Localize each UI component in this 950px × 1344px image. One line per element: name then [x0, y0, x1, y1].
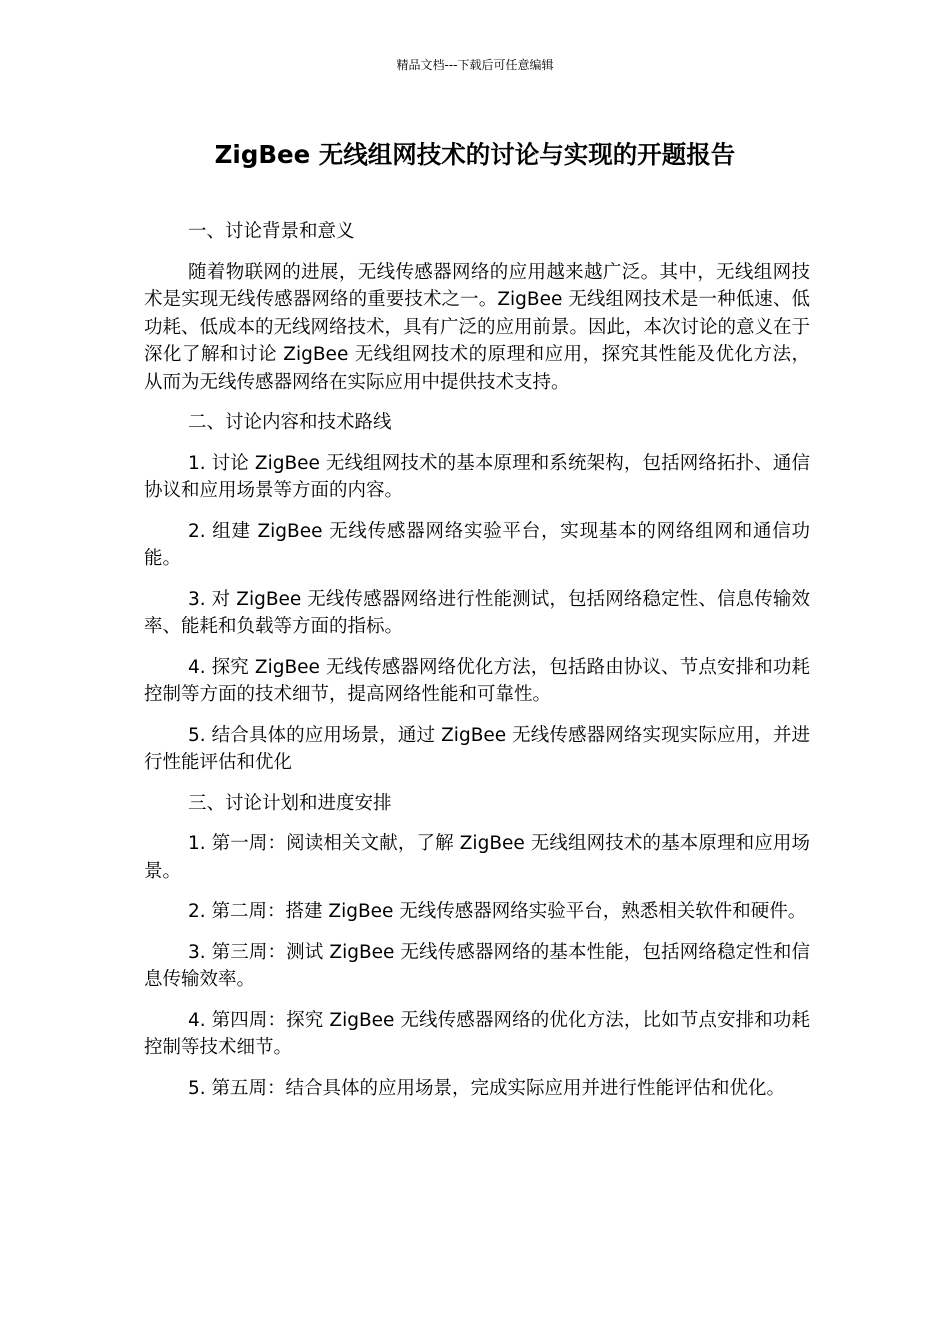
plan-item-4: 4. 第四周：探究 ZigBee 无线传感器网络的优化方法，比如节点安排和功耗控制等技术细节。: [144, 1009, 810, 1058]
section-heading-background: 一、讨论背景和意义: [188, 221, 355, 242]
section-heading-content: 二、讨论内容和技术路线: [188, 412, 392, 433]
page-header: 精品文档---下载后可任意编辑: [396, 58, 554, 72]
section-heading-plan: 三、讨论计划和进度安排: [188, 792, 392, 814]
plan-item-3: 3. 第三周：测试 ZigBee 无线传感器网络的基本性能，包括网络稳定性和信息传输效率。: [144, 941, 810, 990]
plan-item-1: 1. 第一周：阅读相关文献，了解 ZigBee 无线组网技术的基本原理和应用场景。: [144, 833, 810, 882]
content-item-4: 4. 探究 ZigBee 无线传感器网络优化方法，包括路由协议、节点安排和功耗控制等方面的技术细节，提高网络性能和可靠性。: [144, 656, 810, 705]
document-title: ZigBee 无线组网技术的讨论与实现的开题报告: [214, 140, 736, 169]
content-item-1: 1. 讨论 ZigBee 无线组网技术的基本原理和系统架构，包括网络拓扑、通信协议和应用场景等方面的内容。: [144, 452, 810, 501]
background-paragraph: 随着物联网的进展，无线传感器网络的应用越来越广泛。其中，无线组网技术是实现无线传感器网络的重要技术之一。ZigBee 无线组网技术是一种低速、低功耗、低成本的无线网络技术，具有广泛的应用前景。因此，本次讨论的意义在于深化了解和讨论 ZigBee 无线组网技术的原理和应用，探究其性能及优化方法，从而为无线传感器网络在实际应用中提供技术支持。: [144, 261, 811, 393]
plan-item-5: 5. 第五周：结合具体的应用场景，完成实际应用并进行性能评估和优化。: [188, 1077, 786, 1099]
content-item-2: 2. 组建 ZigBee 无线传感器网络实验平台，实现基本的网络组网和通信功能。: [144, 520, 810, 569]
content-item-3: 3. 对 ZigBee 无线传感器网络进行性能测试，包括网络稳定性、信息传输效率、能耗和负载等方面的指标。: [144, 588, 810, 637]
content-item-5: 5. 结合具体的应用场景，通过 ZigBee 无线传感器网络实现实际应用，并进行性能评估和优化: [144, 724, 810, 773]
plan-item-2: 2. 第二周：搭建 ZigBee 无线传感器网络实验平台，熟悉相关软件和硬件。: [188, 901, 807, 922]
document-body: [144, 218, 810, 1115]
